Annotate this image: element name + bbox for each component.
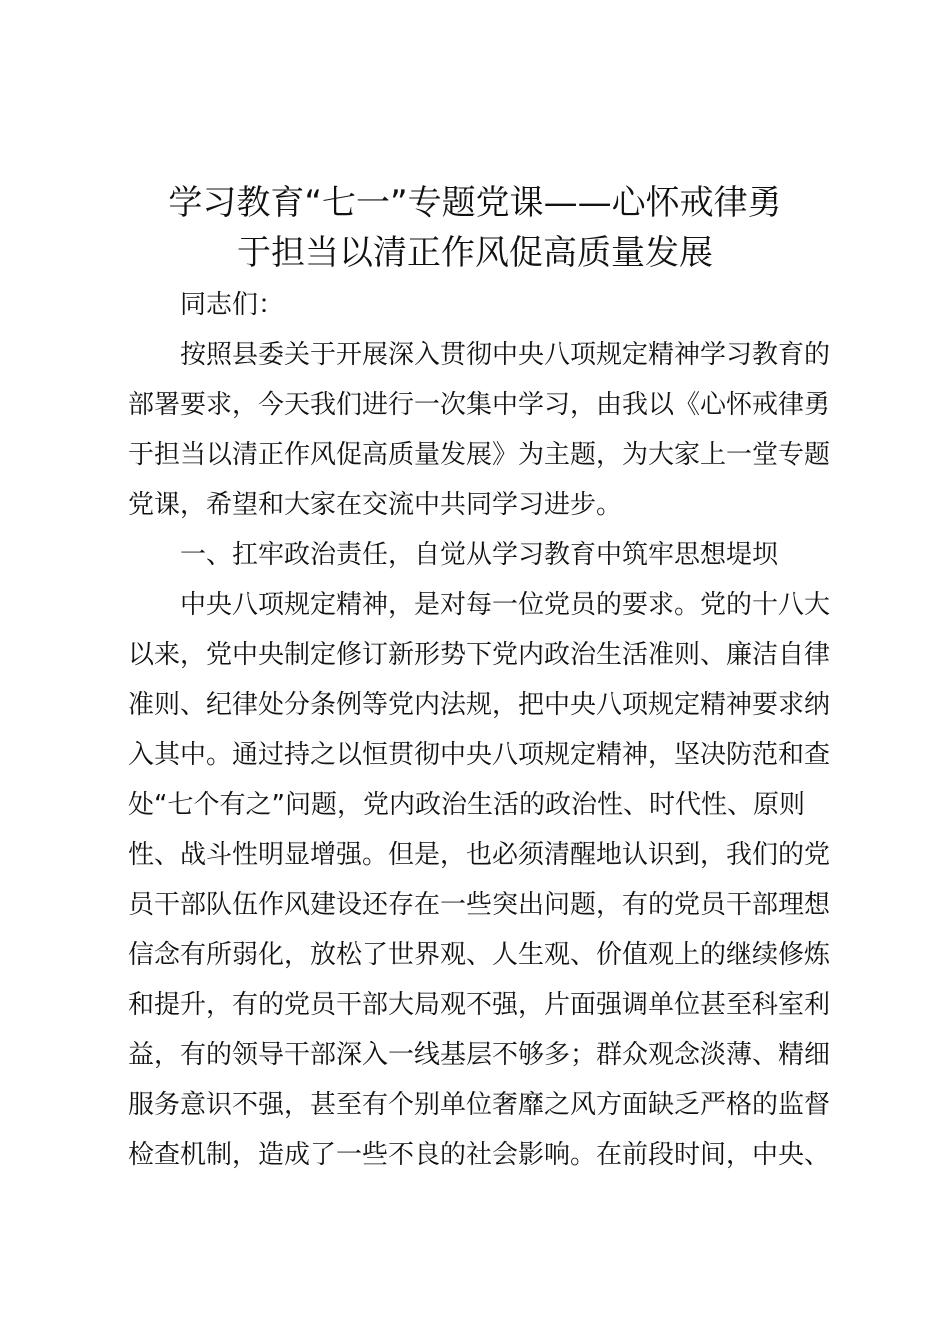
intro-paragraph [128, 330, 832, 530]
section1-line: 以来，党中央制定修订新形势下党内政治生活准则、廉洁自律 [128, 640, 831, 670]
section1-line: 性、战斗性明显增强。但是，也必须清醒地认识到，我们的党 [128, 840, 831, 870]
title-line-2: 于担当以清正作风促高质量发展 [237, 233, 713, 273]
section1-line: 员干部队伍作风建设还存在一些突出问题，有的党员干部理想 [128, 890, 831, 920]
intro-line: 党课，希望和大家在交流中共同学习进步。 [128, 490, 623, 520]
title-line-1: 学习教育“七一”专题党课——心怀戒律勇 [168, 183, 782, 223]
section1-line: 处“七个有之”问题，党内政治生活的政治性、时代性、原则 [128, 790, 805, 820]
section1-line: 准则、纪律处分条例等党内法规，把中央八项规定精神要求纳 [128, 690, 831, 720]
section1-line: 和提升，有的党员干部大局观不强，片面强调单位甚至科室利 [128, 990, 831, 1020]
section1-line: 信念有所弱化，放松了世界观、人生观、价值观上的继续修炼 [128, 940, 831, 970]
intro-line: 部署要求，今天我们进行一次集中学习，由我以《心怀戒律勇 [128, 390, 831, 420]
section-heading-1: 一、扛牢政治责任，自觉从学习教育中筑牢思想堤坝 [180, 540, 779, 570]
section1-line: 检查机制，造成了一些不良的社会影响。在前段时间，中央、 [128, 1140, 831, 1170]
document-title [120, 178, 830, 278]
section1-line: 入其中。通过持之以恒贯彻中央八项规定精神，坚决防范和查 [128, 740, 831, 770]
intro-line: 按照县委关于开展深入贯彻中央八项规定精神学习教育的 [180, 340, 831, 370]
intro-line: 于担当以清正作风促高质量发展》为主题，为大家上一堂专题 [128, 440, 831, 470]
document-body [128, 280, 832, 1180]
section1-line: 益，有的领导干部深入一线基层不够多；群众观念淡薄、精细 [128, 1040, 831, 1070]
salutation: 同志们： [180, 290, 285, 320]
section1-paragraph [128, 580, 832, 1180]
section1-line: 服务意识不强，甚至有个别单位奢靡之风方面缺乏严格的监督 [128, 1090, 831, 1120]
section1-line: 中央八项规定精神，是对每一位党员的要求。党的十八大 [180, 590, 831, 620]
